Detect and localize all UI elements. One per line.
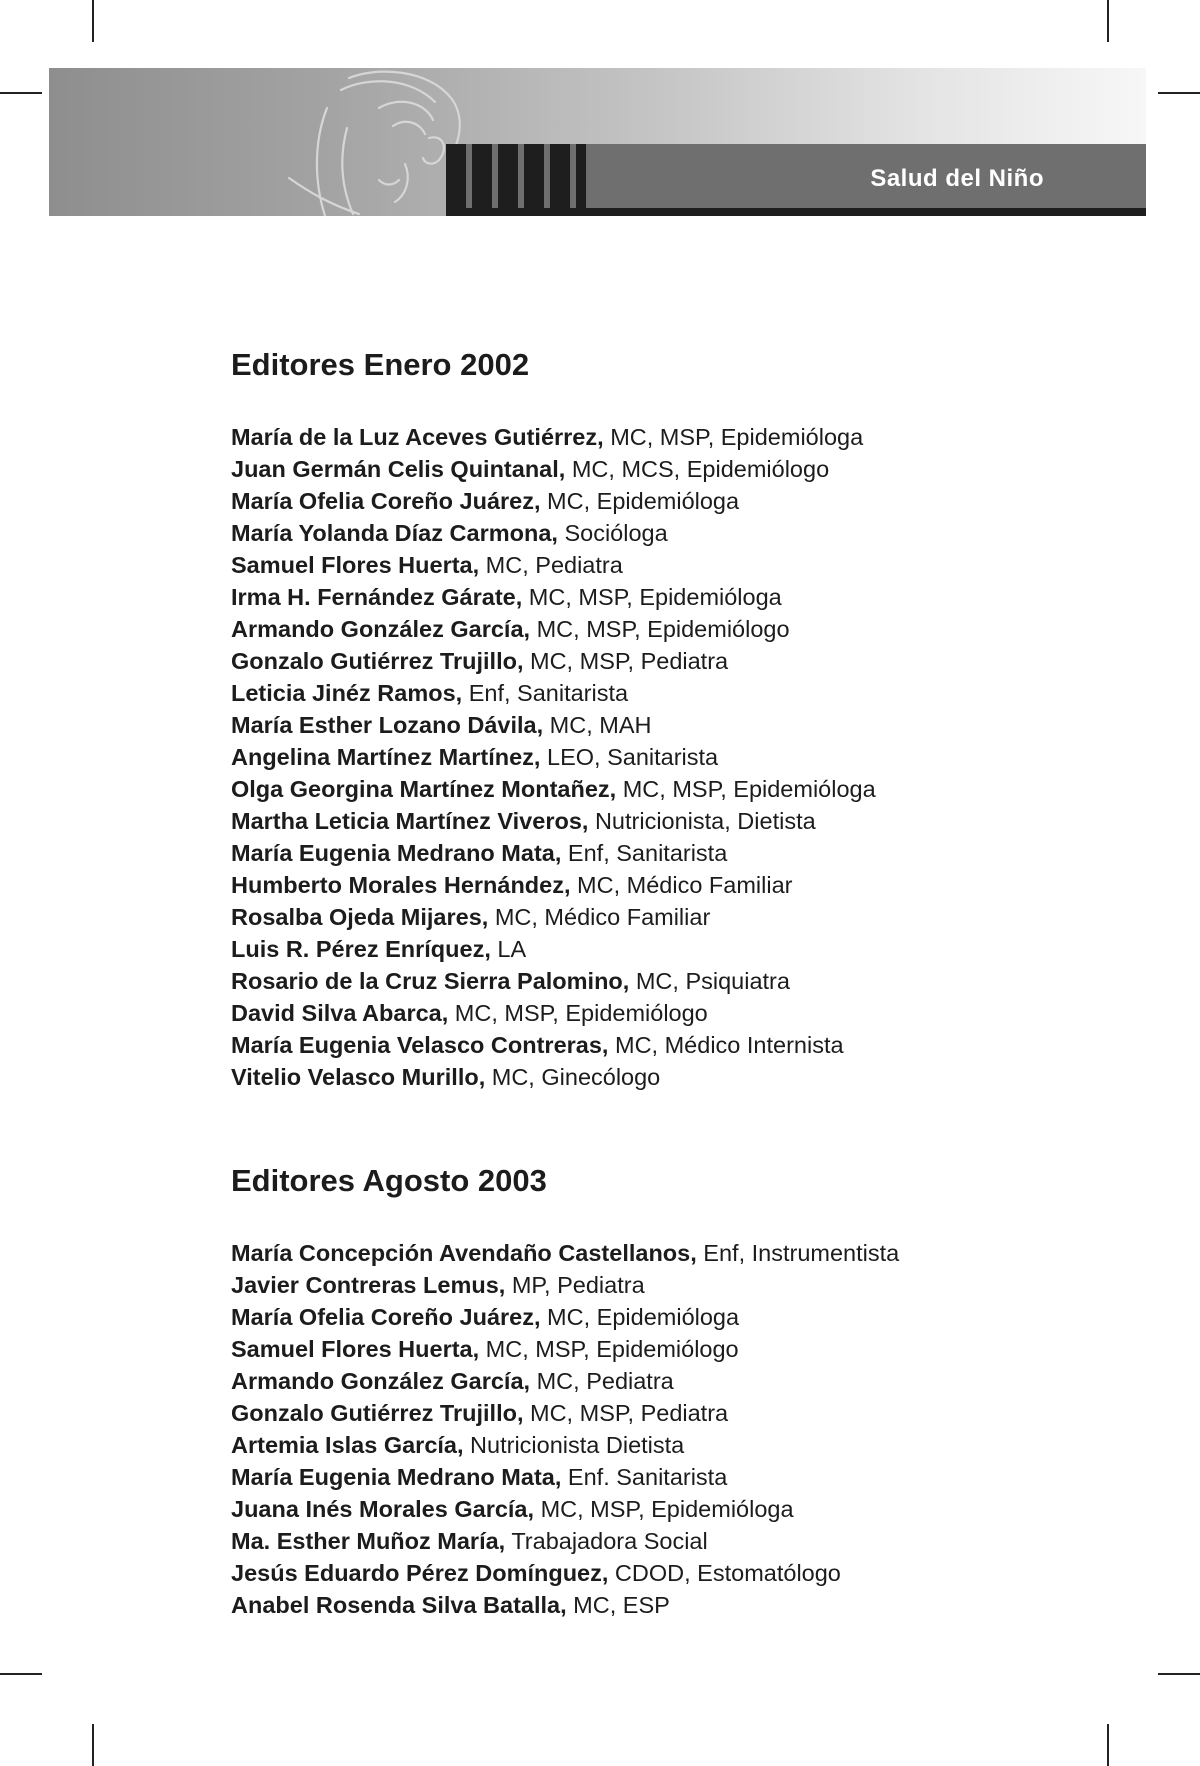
editor-entry [231, 773, 1131, 805]
editor-name: María Concepción Avendaño Castellanos, [231, 1240, 697, 1266]
editor-entry [231, 997, 1131, 1029]
editor-name: Artemia Islas García, [231, 1432, 464, 1458]
editor-entry [231, 613, 1131, 645]
editor-entry [231, 805, 1131, 837]
editor-credentials: MC, ESP [566, 1592, 670, 1618]
editor-entry [231, 453, 1131, 485]
editor-entry [231, 1237, 1131, 1269]
editor-entry [231, 1333, 1131, 1365]
editor-name: María Ofelia Coreño Juárez, [231, 488, 541, 514]
editor-entry [231, 1301, 1131, 1333]
editor-credentials: MC, Ginecólogo [485, 1064, 661, 1090]
section-heading: Editores Agosto 2003 [231, 1163, 547, 1198]
editor-name: Olga Georgina Martínez Montañez, [231, 776, 617, 802]
editor-entry [231, 581, 1131, 613]
editor-name: Humberto Morales Hernández, [231, 872, 571, 898]
editors-section-2002 [231, 345, 1131, 1093]
crop-mark-bottom-left-h [0, 1673, 42, 1675]
editor-credentials: MC, Médico Familiar [570, 872, 793, 898]
crop-mark-bottom-right-h [1158, 1673, 1200, 1675]
editor-name: Samuel Flores Huerta, [231, 1336, 480, 1362]
editor-entry [231, 517, 1131, 549]
editor-name: Samuel Flores Huerta, [231, 552, 480, 578]
editor-name: Ma. Esther Muñoz María, [231, 1528, 506, 1554]
editor-entry [231, 869, 1131, 901]
crop-mark-top-left [92, 0, 94, 42]
editor-name: Javier Contreras Lemus, [231, 1272, 506, 1298]
editor-entry [231, 1557, 1131, 1589]
editor-credentials: MC, Psiquiatra [629, 968, 790, 994]
editor-name: Anabel Rosenda Silva Batalla, [231, 1592, 567, 1618]
editor-entry [231, 901, 1131, 933]
editor-entry [231, 485, 1131, 517]
editor-name: Gonzalo Gutiérrez Trujillo, [231, 1400, 524, 1426]
editor-credentials: LEO, Sanitarista [540, 744, 719, 770]
editor-credentials: Trabajadora Social [505, 1528, 708, 1554]
editor-credentials: Enf, Sanitarista [561, 840, 728, 866]
editor-entry [231, 549, 1131, 581]
editor-name: Luis R. Pérez Enríquez, [231, 936, 491, 962]
editor-name: Rosario de la Cruz Sierra Palomino, [231, 968, 630, 994]
editor-credentials: Nutricionista Dietista [463, 1432, 685, 1458]
editor-entry [231, 741, 1131, 773]
editor-name: Rosalba Ojeda Mijares, [231, 904, 489, 930]
editor-entry [231, 421, 1131, 453]
editor-credentials: Nutricionista, Dietista [588, 808, 816, 834]
editor-entry [231, 677, 1131, 709]
header-title: Salud del Niño [870, 165, 1044, 192]
editor-credentials: MC, Pediatra [530, 1368, 674, 1394]
editor-name: Armando González García, [231, 616, 531, 642]
editor-entry [231, 1269, 1131, 1301]
editor-entry [231, 1029, 1131, 1061]
editor-credentials: MC, MSP, Pediatra [523, 648, 729, 674]
editor-name: Jesús Eduardo Pérez Domínguez, [231, 1560, 609, 1586]
editor-name: Armando González García, [231, 1368, 531, 1394]
editor-credentials: MC, MSP, Epidemióloga [522, 584, 782, 610]
editor-name: María Esther Lozano Dávila, [231, 712, 544, 738]
editor-name: María de la Luz Aceves Gutiérrez, [231, 424, 604, 450]
stripe [492, 144, 498, 216]
stripe [518, 144, 524, 216]
editor-name: María Eugenia Velasco Contreras, [231, 1032, 609, 1058]
editor-name: Angelina Martínez Martínez, [231, 744, 541, 770]
editor-credentials: MC, MCS, Epidemiólogo [565, 456, 830, 482]
editor-name: Vitelio Velasco Murillo, [231, 1064, 486, 1090]
crop-mark-bottom-left [92, 1724, 94, 1766]
editor-entry [231, 933, 1131, 965]
editor-name: María Eugenia Medrano Mata, [231, 840, 562, 866]
editor-name: Gonzalo Gutiérrez Trujillo, [231, 648, 524, 674]
crop-mark-top-right-h [1158, 92, 1200, 94]
editor-entry [231, 1493, 1131, 1525]
editor-name: David Silva Abarca, [231, 1000, 449, 1026]
editor-entry [231, 709, 1131, 741]
editor-credentials: MC, MSP, Epidemiólogo [479, 1336, 739, 1362]
stripe [544, 144, 550, 216]
editor-credentials: Enf, Sanitarista [462, 680, 629, 706]
stripe-block [446, 144, 586, 216]
editor-credentials: MC, MSP, Epidemiólogo [530, 616, 790, 642]
editor-credentials: MP, Pediatra [505, 1272, 645, 1298]
section-heading: Editores Enero 2002 [231, 347, 530, 382]
editor-entry [231, 837, 1131, 869]
editor-credentials: MC, Médico Familiar [488, 904, 711, 930]
editor-name: María Eugenia Medrano Mata, [231, 1464, 562, 1490]
editor-credentials: MC, MSP, Epidemióloga [616, 776, 876, 802]
editor-entry [231, 1365, 1131, 1397]
editor-name: Martha Leticia Martínez Viveros, [231, 808, 589, 834]
title-bar-rule [446, 208, 1146, 216]
editor-entry [231, 1397, 1131, 1429]
editor-name: Leticia Jinéz Ramos, [231, 680, 463, 706]
editor-credentials: MC, MSP, Epidemióloga [534, 1496, 794, 1522]
crop-mark-bottom-right [1107, 1724, 1109, 1766]
crop-mark-top-left-h [0, 92, 42, 94]
editor-list [231, 421, 1131, 1093]
editor-entry [231, 1589, 1131, 1621]
editor-credentials: Enf. Sanitarista [561, 1464, 728, 1490]
crop-mark-top-right [1107, 0, 1109, 42]
editor-name: Juan Germán Celis Quintanal, [231, 456, 566, 482]
editor-name: Irma H. Fernández Gárate, [231, 584, 523, 610]
editor-credentials: MC, MSP, Pediatra [523, 1400, 729, 1426]
editor-credentials: CDOD, Estomatólogo [608, 1560, 841, 1586]
editor-credentials: LA [490, 936, 527, 962]
editor-list [231, 1237, 1131, 1621]
editor-entry [231, 1461, 1131, 1493]
editor-credentials: MC, MSP, Epidemiólogo [448, 1000, 708, 1026]
editor-credentials: Enf, Instrumentista [696, 1240, 900, 1266]
editor-entry [231, 1525, 1131, 1557]
editor-name: Juana Inés Morales García, [231, 1496, 535, 1522]
editor-entry [231, 965, 1131, 997]
stripe [466, 144, 472, 216]
editor-credentials: MC, Epidemióloga [540, 1304, 740, 1330]
editor-credentials: MC, MAH [543, 712, 652, 738]
editor-credentials: Socióloga [557, 520, 668, 546]
editor-credentials: MC, Médico Internista [608, 1032, 844, 1058]
editor-credentials: MC, Epidemióloga [540, 488, 740, 514]
editor-name: María Ofelia Coreño Juárez, [231, 1304, 541, 1330]
editors-section-2003 [231, 1161, 1131, 1621]
editor-entry [231, 1061, 1131, 1093]
editor-credentials: MC, MSP, Epidemióloga [603, 424, 864, 450]
stripe [570, 144, 576, 216]
editor-name: María Yolanda Díaz Carmona, [231, 520, 558, 546]
editor-entry [231, 645, 1131, 677]
editor-entry [231, 1429, 1131, 1461]
editor-credentials: MC, Pediatra [479, 552, 623, 578]
